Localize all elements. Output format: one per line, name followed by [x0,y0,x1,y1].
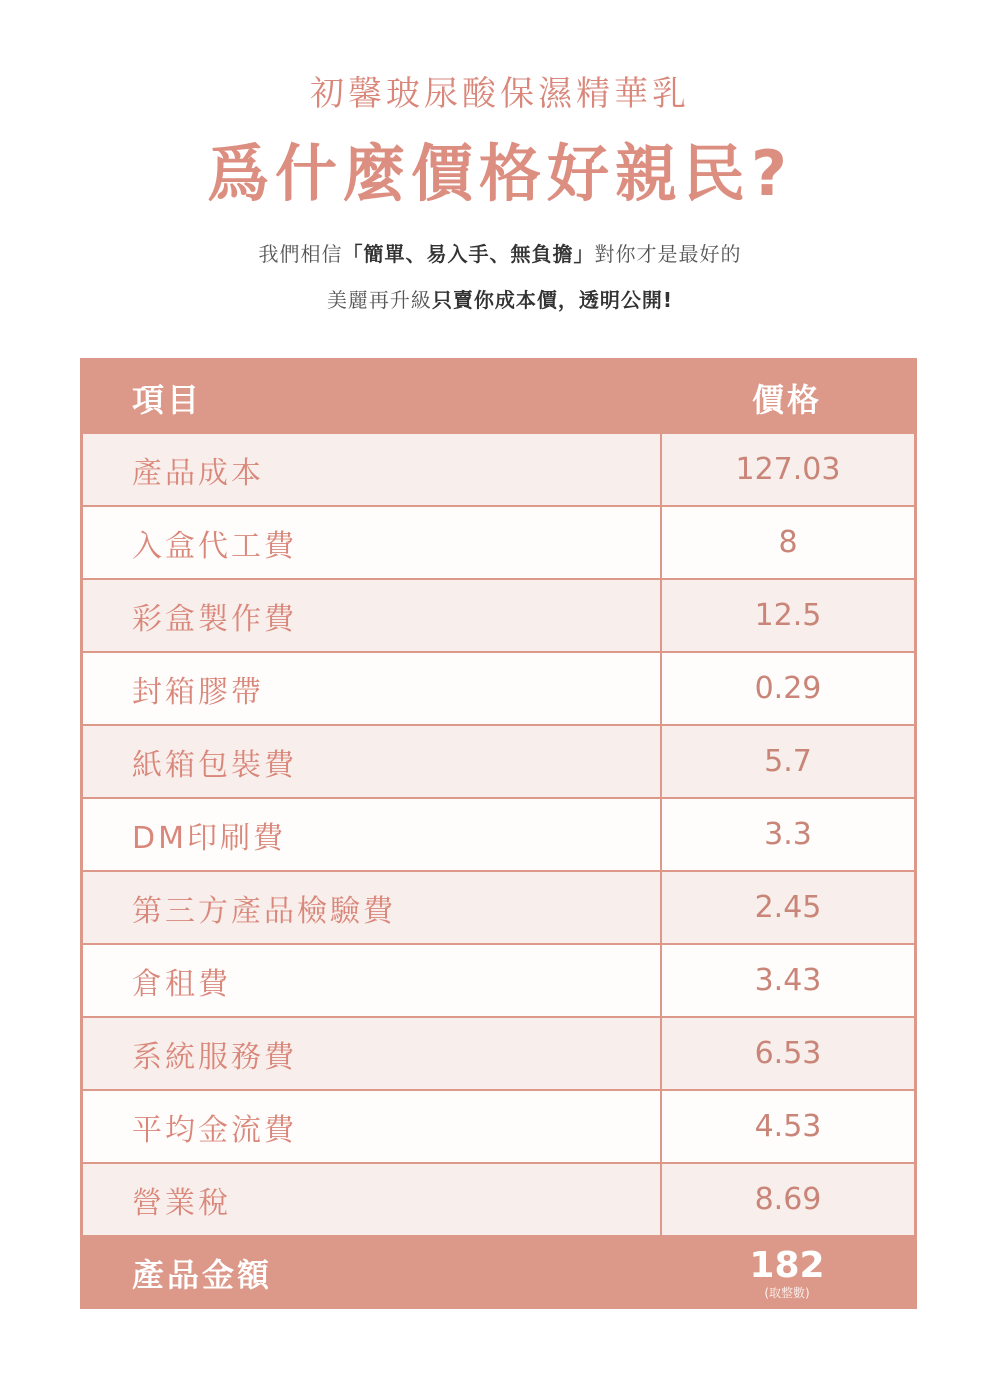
cell-price: 12.5 [662,580,914,651]
cell-price: 8.69 [662,1164,914,1235]
table-row [83,507,914,578]
table-row [83,945,914,1016]
cell-item: 彩盒製作費 [83,580,660,651]
product-subtitle: 初馨玻尿酸保濕精華乳 [310,74,690,114]
cell-item: 系統服務費 [83,1018,660,1089]
table-row [83,434,914,505]
cell-price: 3.43 [662,945,914,1016]
total-value: 182 [749,1244,825,1286]
cell-price: 3.3 [662,799,914,870]
table-row [83,653,914,724]
intro-line-2 [0,284,1000,313]
table-row [83,1091,914,1162]
table-row [83,799,914,870]
intro-text: 我們相信 [258,242,343,266]
cell-price: 6.53 [662,1018,914,1089]
total-label: 產品金額 [132,1256,273,1294]
table-row [83,872,914,943]
cell-price: 4.53 [662,1091,914,1162]
table-row [83,1164,914,1235]
intro-text: 美麗再升級 [326,288,432,312]
table-row [83,580,914,651]
cell-price: 0.29 [662,653,914,724]
total-note: (取整數) [764,1285,810,1300]
cell-item: 平均金流費 [83,1091,660,1162]
cell-item: 紙箱包裝費 [83,726,660,797]
table-total-row [83,1237,914,1309]
table-header [83,361,914,434]
intro-emphasis: 「簡單、易入手、無負擔」 [342,242,595,266]
total-cell [660,1244,914,1300]
cell-item: 產品成本 [83,434,660,505]
page-title: 爲什麼價格好親民? [207,137,793,210]
cell-item: 封箱膠帶 [83,653,660,724]
cost-table [80,358,917,1309]
column-header-price: 價格 [751,380,822,419]
cell-item: 倉租費 [83,945,660,1016]
cell-price: 8 [662,507,914,578]
cell-price: 127.03 [662,434,914,505]
cell-item: 營業稅 [83,1164,660,1235]
cell-item: 第三方產品檢驗費 [83,872,660,943]
column-header-item: 項目 [132,380,203,419]
intro-text: 對你才是最好的 [594,242,742,266]
intro-emphasis: 只賣你成本價，透明公開! [431,288,674,312]
cell-price: 5.7 [662,726,914,797]
table-row [83,1018,914,1089]
intro-line-1 [0,238,1000,267]
cell-item: 入盒代工費 [83,507,660,578]
table-row [83,726,914,797]
cell-item: DM印刷費 [83,799,660,870]
cell-price: 2.45 [662,872,914,943]
